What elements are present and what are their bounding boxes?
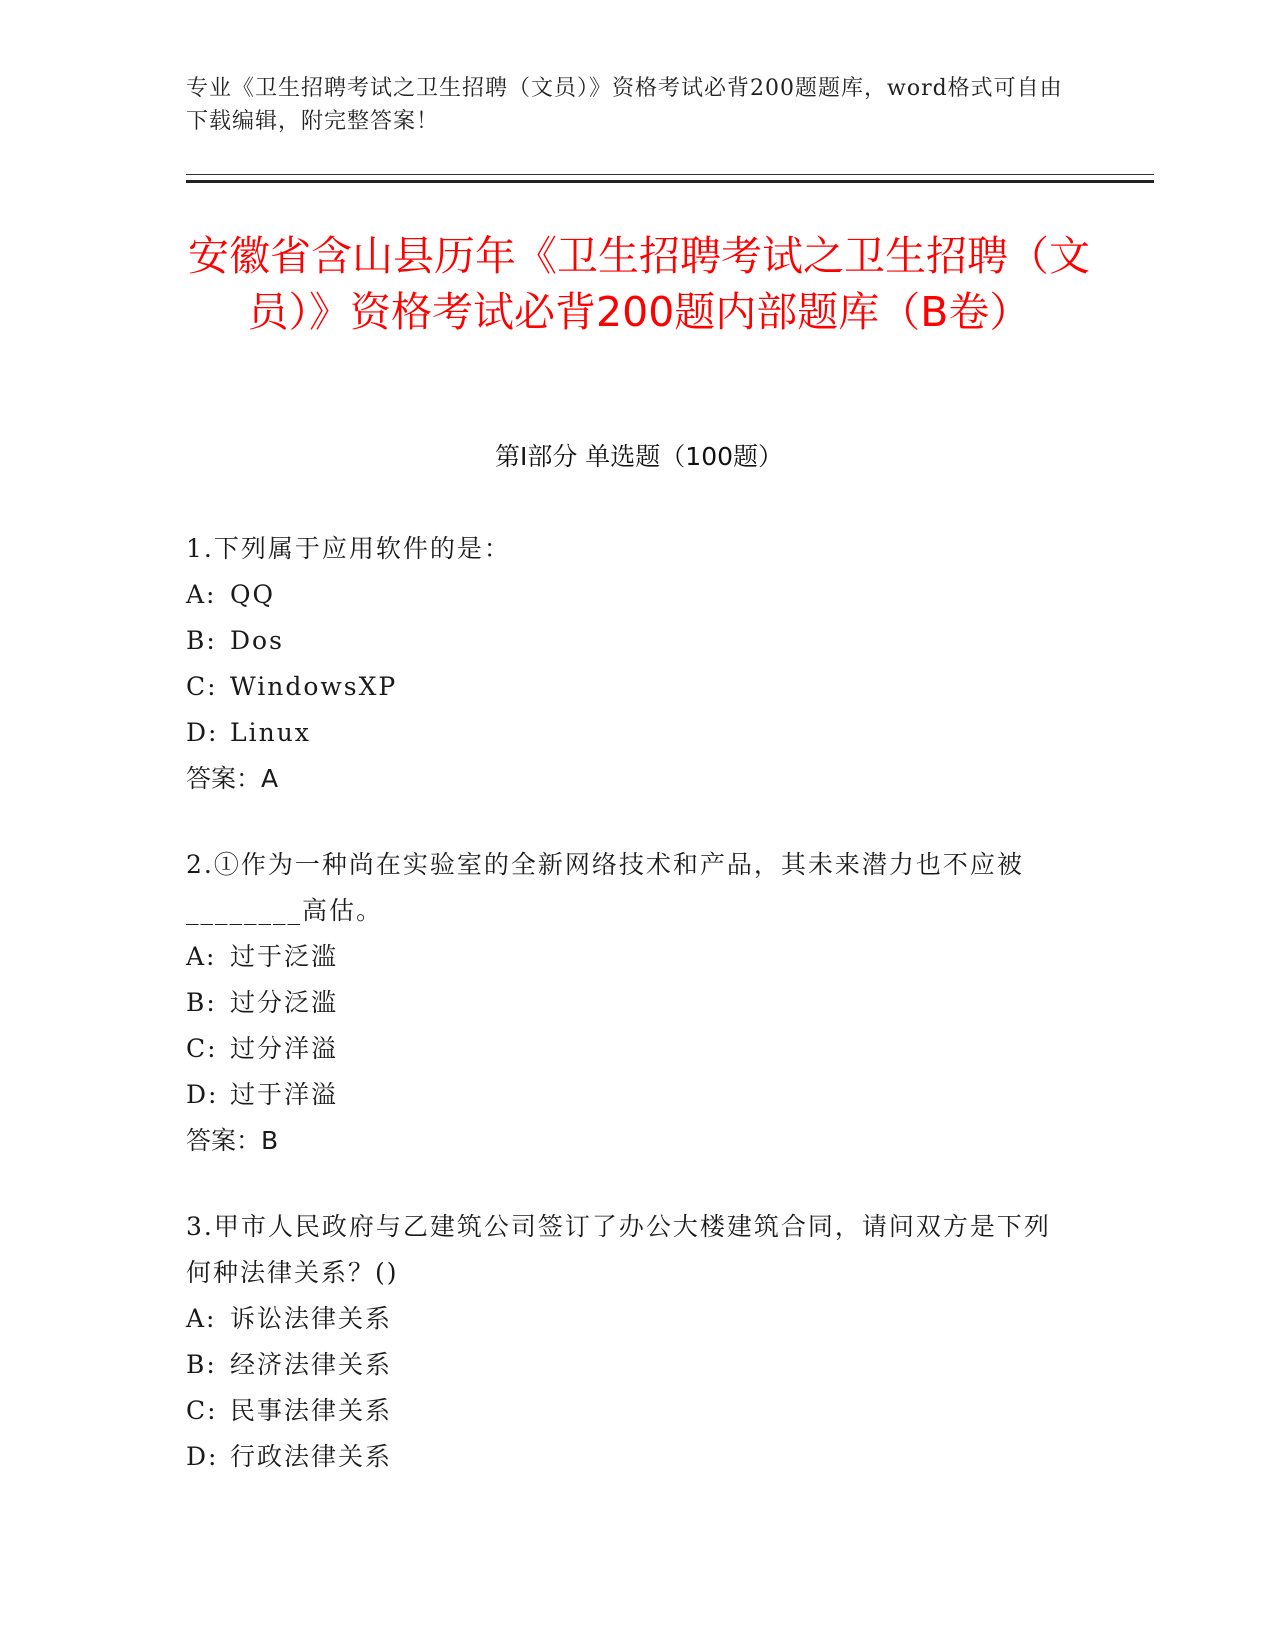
option-key: A: [186, 580, 217, 609]
option-a [186, 934, 1066, 980]
option-c [186, 1026, 1066, 1072]
question-1 [186, 526, 1066, 802]
option-text: 过分洋溢 [230, 1034, 339, 1063]
answer: 答案：A [186, 764, 279, 793]
option-text: 经济法律关系 [230, 1350, 393, 1379]
option-text: WindowsXP [230, 672, 398, 701]
answer: 答案：B [186, 1126, 279, 1155]
option-key: A: [186, 942, 217, 971]
option-text: QQ [230, 580, 275, 609]
option-key: B: [186, 626, 217, 655]
question-stem: 1.下列属于应用软件的是： [186, 534, 511, 563]
option-d [186, 1072, 1066, 1118]
option-text: Linux [230, 718, 311, 747]
option-b [186, 980, 1066, 1026]
option-text: 过于泛滥 [230, 942, 339, 971]
question-2 [186, 842, 1066, 1164]
question-stem: 2.①作为一种尚在实验室的全新网络技术和产品，其未来潜力也不应被________高估。 [186, 850, 1024, 925]
question-3 [186, 1204, 1066, 1480]
header-note: 专业《卫生招聘考试之卫生招聘（文员）》资格考试必背200题题库，word格式可自由下载编辑，附完整答案！ [186, 76, 1063, 134]
option-text: 民事法律关系 [230, 1396, 393, 1425]
header-rule-thin [186, 174, 1154, 175]
option-text: 过分泛滥 [230, 988, 339, 1017]
option-key: D: [186, 1080, 219, 1109]
question-list [186, 526, 1066, 1520]
option-key: C: [186, 1034, 218, 1063]
option-key: C: [186, 672, 218, 701]
section-heading: 第I部分 单选题（100题） [494, 442, 784, 471]
document-title: 安徽省含山县历年《卫生招聘考试之卫生招聘（文员）》资格考试必背200题内部题库（B卷） [188, 232, 1090, 336]
option-a [186, 572, 1066, 618]
option-key: A: [186, 1304, 217, 1333]
option-key: D: [186, 1442, 219, 1471]
option-a [186, 1296, 1066, 1342]
option-c [186, 1388, 1066, 1434]
option-text: 诉讼法律关系 [230, 1304, 393, 1333]
question-stem: 3.甲市人民政府与乙建筑公司签订了办公大楼建筑合同，请问双方是下列何种法律关系？() [186, 1212, 1051, 1287]
option-text: 过于洋溢 [230, 1080, 339, 1109]
option-text: 行政法律关系 [230, 1442, 393, 1471]
header-rule-thick [186, 180, 1154, 183]
option-d [186, 710, 1066, 756]
option-c [186, 664, 1066, 710]
option-text: Dos [230, 626, 284, 655]
option-key: D: [186, 718, 219, 747]
option-key: C: [186, 1396, 218, 1425]
option-d [186, 1434, 1066, 1480]
option-b [186, 1342, 1066, 1388]
option-key: B: [186, 1350, 217, 1379]
option-key: B: [186, 988, 217, 1017]
option-b [186, 618, 1066, 664]
